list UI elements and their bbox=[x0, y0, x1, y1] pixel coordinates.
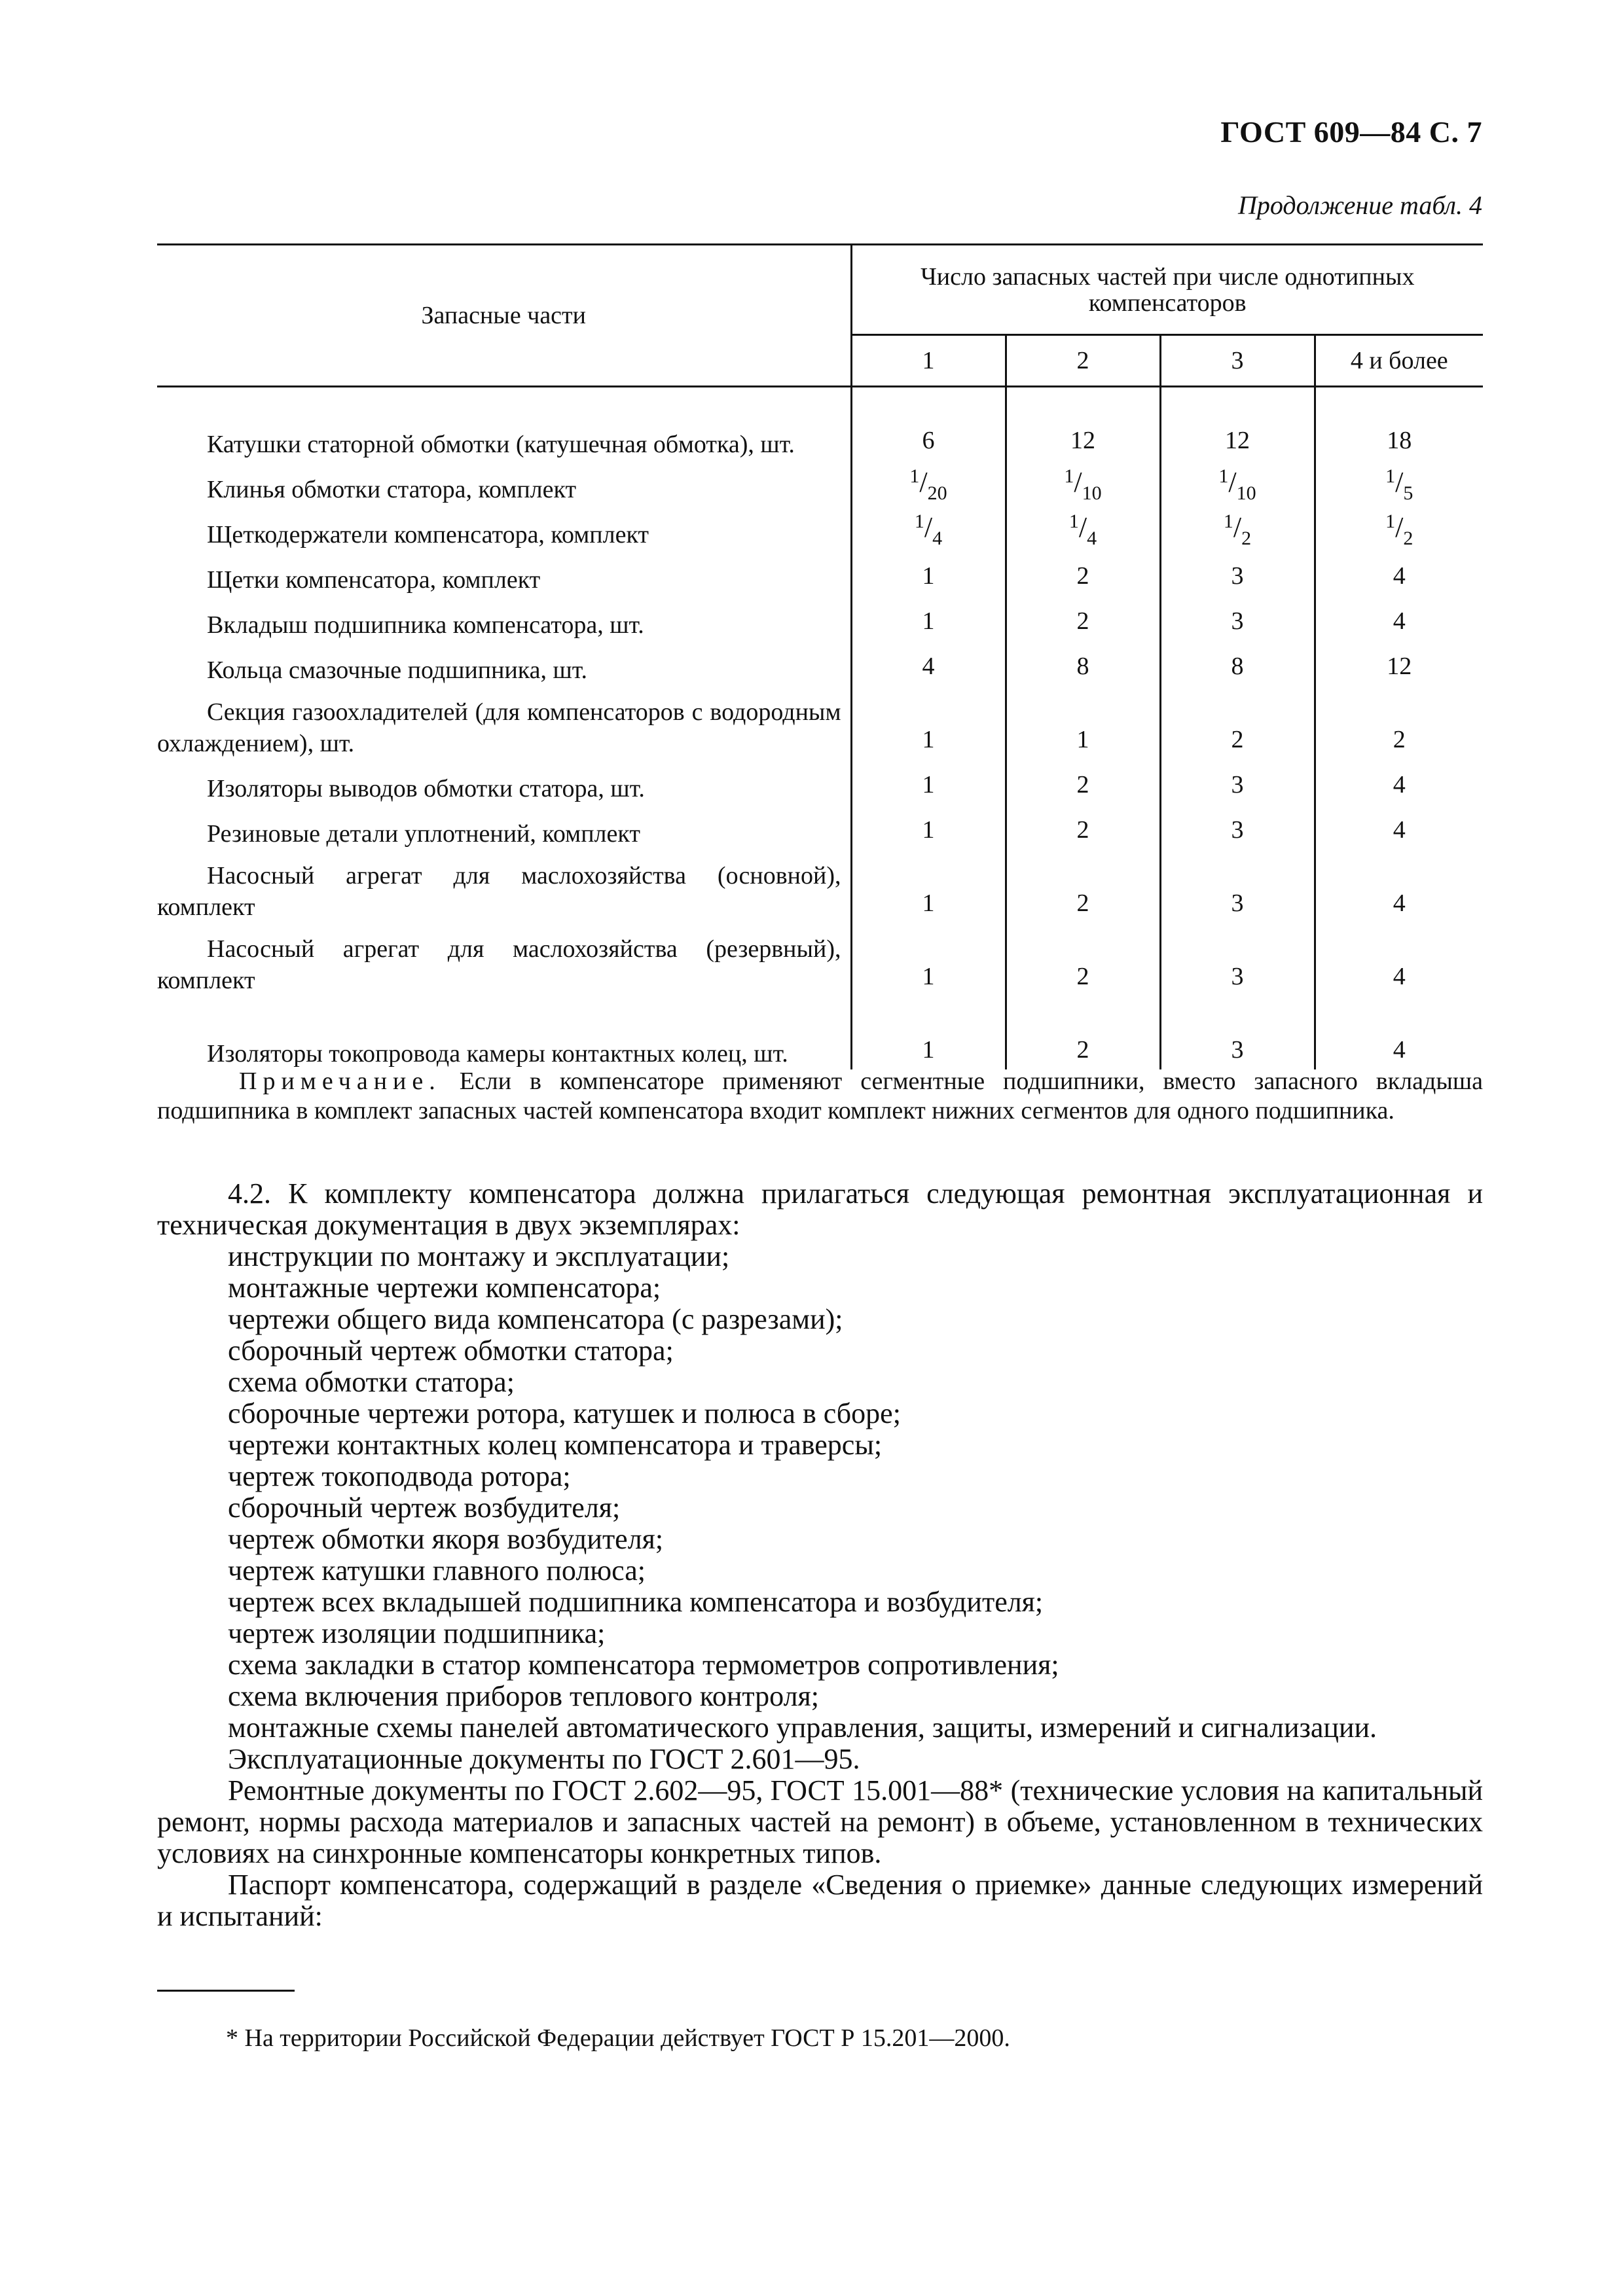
row-name: Щетки компенсатора, комплект bbox=[157, 550, 851, 596]
row-name: Насосный агрегат для маслохозяйства (основной), комплект bbox=[157, 850, 851, 923]
col-header-count: Число запасных частей при числе однотипных компенсаторов bbox=[851, 245, 1483, 335]
row-fraction: $^1/_2$ bbox=[1160, 505, 1315, 550]
fraction-denominator: 10 bbox=[1082, 482, 1102, 504]
table-row bbox=[157, 460, 1483, 505]
row-name: Вкладыш подшипника компенсатора, шт. bbox=[157, 596, 851, 641]
row-value: 2 bbox=[1006, 923, 1160, 996]
table-row bbox=[157, 387, 1483, 460]
row-value: 2 bbox=[1160, 686, 1315, 759]
row-value: 2 bbox=[1006, 759, 1160, 804]
col-header-2: 2 bbox=[1006, 335, 1160, 387]
row-fraction: $^1/_4$ bbox=[1006, 505, 1160, 550]
doc-list-item: монтажные схемы панелей автоматического управления, защиты, измерений и сигнализации. bbox=[228, 1712, 1377, 1744]
doc-list-item: чертеж всех вкладышей подшипника компенсатора и возбудителя; bbox=[228, 1586, 1044, 1618]
doc-list-item: чертеж катушки главного полюса; bbox=[228, 1554, 646, 1587]
doc-list-item: чертеж токоподвода ротора; bbox=[228, 1460, 571, 1492]
row-value: 1 bbox=[1006, 686, 1160, 759]
row-fraction: $^1/_5$ bbox=[1385, 465, 1413, 504]
table-row bbox=[157, 686, 1483, 759]
fraction-numerator: 1 bbox=[1064, 465, 1074, 487]
row-value: 2 bbox=[1006, 850, 1160, 923]
row-name: Насосный агрегат для маслохозяйства (резервный), комплект bbox=[157, 923, 851, 996]
note-label: Примечание. bbox=[239, 1067, 441, 1095]
fraction-denominator: 5 bbox=[1403, 482, 1413, 504]
row-value: 4 bbox=[1393, 607, 1406, 635]
table-row bbox=[157, 996, 1483, 1069]
row-value: 3 bbox=[1160, 923, 1315, 996]
row-value: 8 bbox=[1006, 641, 1160, 686]
doc-list-item: чертеж изоляции подшипника; bbox=[228, 1617, 606, 1649]
row-value: 12 bbox=[1160, 387, 1315, 460]
table-row bbox=[157, 850, 1483, 923]
fraction-numerator: 1 bbox=[1068, 510, 1079, 532]
row-fraction: $^1/_4$ bbox=[851, 505, 1006, 550]
col-header-1: 1 bbox=[851, 335, 1006, 387]
doc-list-item: схема закладки в статор компенсатора термометров сопротивления; bbox=[228, 1649, 1059, 1681]
doc-list-item: сборочный чертеж возбудителя; bbox=[228, 1492, 621, 1524]
row-value: 8 bbox=[1160, 641, 1315, 686]
row-value: 18 bbox=[1387, 426, 1412, 454]
row-value: 12 bbox=[1387, 652, 1412, 680]
row-value: 3 bbox=[1160, 550, 1315, 596]
fraction-numerator: 1 bbox=[1385, 465, 1396, 487]
fraction-numerator: 1 bbox=[1223, 510, 1233, 532]
doc-list-item: монтажные чертежи компенсатора; bbox=[228, 1272, 661, 1304]
fraction-denominator: 20 bbox=[927, 482, 947, 504]
row-value: 4 bbox=[1393, 816, 1406, 844]
row-name: Изоляторы выводов обмотки статора, шт. bbox=[157, 759, 851, 804]
table-row bbox=[157, 804, 1483, 850]
row-value: 1 bbox=[851, 804, 1006, 850]
fraction-denominator: 4 bbox=[1087, 527, 1097, 549]
footnote: * На территории Российской Федерации действует ГОСТ Р 15.201—2000. bbox=[226, 2024, 1010, 2052]
row-value: 2 bbox=[1006, 996, 1160, 1069]
row-value: 2 bbox=[1393, 725, 1406, 753]
section-intro: 4.2. К комплекту компенсатора должна прилагаться следующая ремонтная эксплуатационная и техническая документация в двух экземплярах: bbox=[157, 1177, 1483, 1241]
row-name: Изоляторы токопровода камеры контактных колец, шт. bbox=[157, 996, 851, 1069]
row-value: 4 bbox=[1393, 962, 1406, 990]
fraction-denominator: 4 bbox=[932, 527, 943, 549]
row-name: Щеткодержатели компенсатора, комплект bbox=[157, 505, 851, 550]
row-fraction: $^1/_{10}$ bbox=[1006, 460, 1160, 505]
row-name: Катушки статорной обмотки (катушечная обмотка), шт. bbox=[157, 387, 851, 460]
table-row bbox=[157, 759, 1483, 804]
passport-paragraph: Паспорт компенсатора, содержащий в разделе «Сведения о приемке» данные следующих измерений и испытаний: bbox=[157, 1869, 1483, 1932]
col-header-3: 3 bbox=[1160, 335, 1315, 387]
row-value: 1 bbox=[851, 759, 1006, 804]
row-name: Секция газоохладителей (для компенсаторов с водородным охлаждением), шт. bbox=[157, 686, 851, 759]
row-value: 2 bbox=[1006, 804, 1160, 850]
row-value: 3 bbox=[1160, 804, 1315, 850]
row-value: 6 bbox=[851, 387, 1006, 460]
row-value: 4 bbox=[851, 641, 1006, 686]
doc-list-item: чертежи общего вида компенсатора (с разрезами); bbox=[228, 1303, 843, 1335]
doc-list-item: чертежи контактных колец компенсатора и траверсы; bbox=[228, 1429, 883, 1461]
spare-parts-table bbox=[157, 243, 1483, 1069]
row-value: 2 bbox=[1006, 550, 1160, 596]
table-row bbox=[157, 505, 1483, 550]
table-note bbox=[157, 1067, 1483, 1126]
row-value: 3 bbox=[1160, 596, 1315, 641]
doc-list-item: схема включения приборов теплового контроля; bbox=[228, 1680, 819, 1712]
row-fraction: $^1/_{20}$ bbox=[851, 460, 1006, 505]
fraction-numerator: 1 bbox=[1385, 510, 1396, 532]
row-name: Клинья обмотки статора, комплект bbox=[157, 460, 851, 505]
row-value: 12 bbox=[1006, 387, 1160, 460]
row-value: 3 bbox=[1160, 996, 1315, 1069]
row-name: Резиновые детали уплотнений, комплект bbox=[157, 804, 851, 850]
fraction-denominator: 10 bbox=[1236, 482, 1256, 504]
doc-list-item: инструкции по монтажу и эксплуатации; bbox=[228, 1240, 730, 1272]
row-value: 1 bbox=[851, 686, 1006, 759]
row-value: 2 bbox=[1006, 596, 1160, 641]
row-value: 1 bbox=[851, 996, 1006, 1069]
row-value: 1 bbox=[851, 850, 1006, 923]
fraction-numerator: 1 bbox=[909, 465, 920, 487]
table-row bbox=[157, 596, 1483, 641]
row-value: 1 bbox=[851, 923, 1006, 996]
fraction-numerator: 1 bbox=[914, 510, 924, 532]
page-header: ГОСТ 609—84 С. 7 bbox=[1220, 115, 1482, 149]
row-value: 3 bbox=[1160, 759, 1315, 804]
row-value: 1 bbox=[851, 550, 1006, 596]
row-value: 1 bbox=[851, 596, 1006, 641]
table-row bbox=[157, 550, 1483, 596]
operational-docs: Эксплуатационные документы по ГОСТ 2.601—95. bbox=[228, 1743, 860, 1775]
doc-list-item: сборочный чертеж обмотки статора; bbox=[228, 1335, 674, 1367]
row-value: 4 bbox=[1393, 889, 1406, 917]
table-row bbox=[157, 641, 1483, 686]
row-name: Кольца смазочные подшипника, шт. bbox=[157, 641, 851, 686]
table-caption: Продолжение табл. 4 bbox=[1237, 190, 1482, 220]
fraction-denominator: 2 bbox=[1403, 527, 1413, 549]
fraction-denominator: 2 bbox=[1241, 527, 1252, 549]
section-4-2 bbox=[157, 1178, 1483, 1932]
row-value: 4 bbox=[1393, 770, 1406, 798]
doc-list-item: сборочные чертежи ротора, катушек и полюса в сборе; bbox=[228, 1397, 901, 1429]
row-value: 4 bbox=[1393, 562, 1406, 590]
row-value: 4 bbox=[1393, 1035, 1406, 1064]
doc-list-item: схема обмотки статора; bbox=[228, 1366, 515, 1398]
col-header-parts: Запасные части bbox=[157, 245, 851, 387]
row-fraction: $^1/_2$ bbox=[1385, 510, 1413, 549]
table-row bbox=[157, 923, 1483, 996]
repair-docs: Ремонтные документы по ГОСТ 2.602—95, ГОСТ 15.001—88* (технические условия на капитальный ремонт, нормы расхода материалов и запасных частей на ремонт) в объеме, установленном в технических условиях на синхронные компенсаторы конкретных типов. bbox=[157, 1774, 1483, 1869]
note-text: Если в компенсаторе применяют сегментные подшипники, вместо запасного вкладыша подшипника в комплект запасных частей компенсатора входит комплект нижних сегментов для одного подшипника. bbox=[157, 1067, 1484, 1124]
col-header-4: 4 и более bbox=[1315, 335, 1483, 387]
row-value: 3 bbox=[1160, 850, 1315, 923]
row-fraction: $^1/_{10}$ bbox=[1160, 460, 1315, 505]
footnote-divider bbox=[157, 1990, 295, 1992]
fraction-numerator: 1 bbox=[1218, 465, 1229, 487]
doc-list-item: чертеж обмотки якоря возбудителя; bbox=[228, 1523, 664, 1555]
